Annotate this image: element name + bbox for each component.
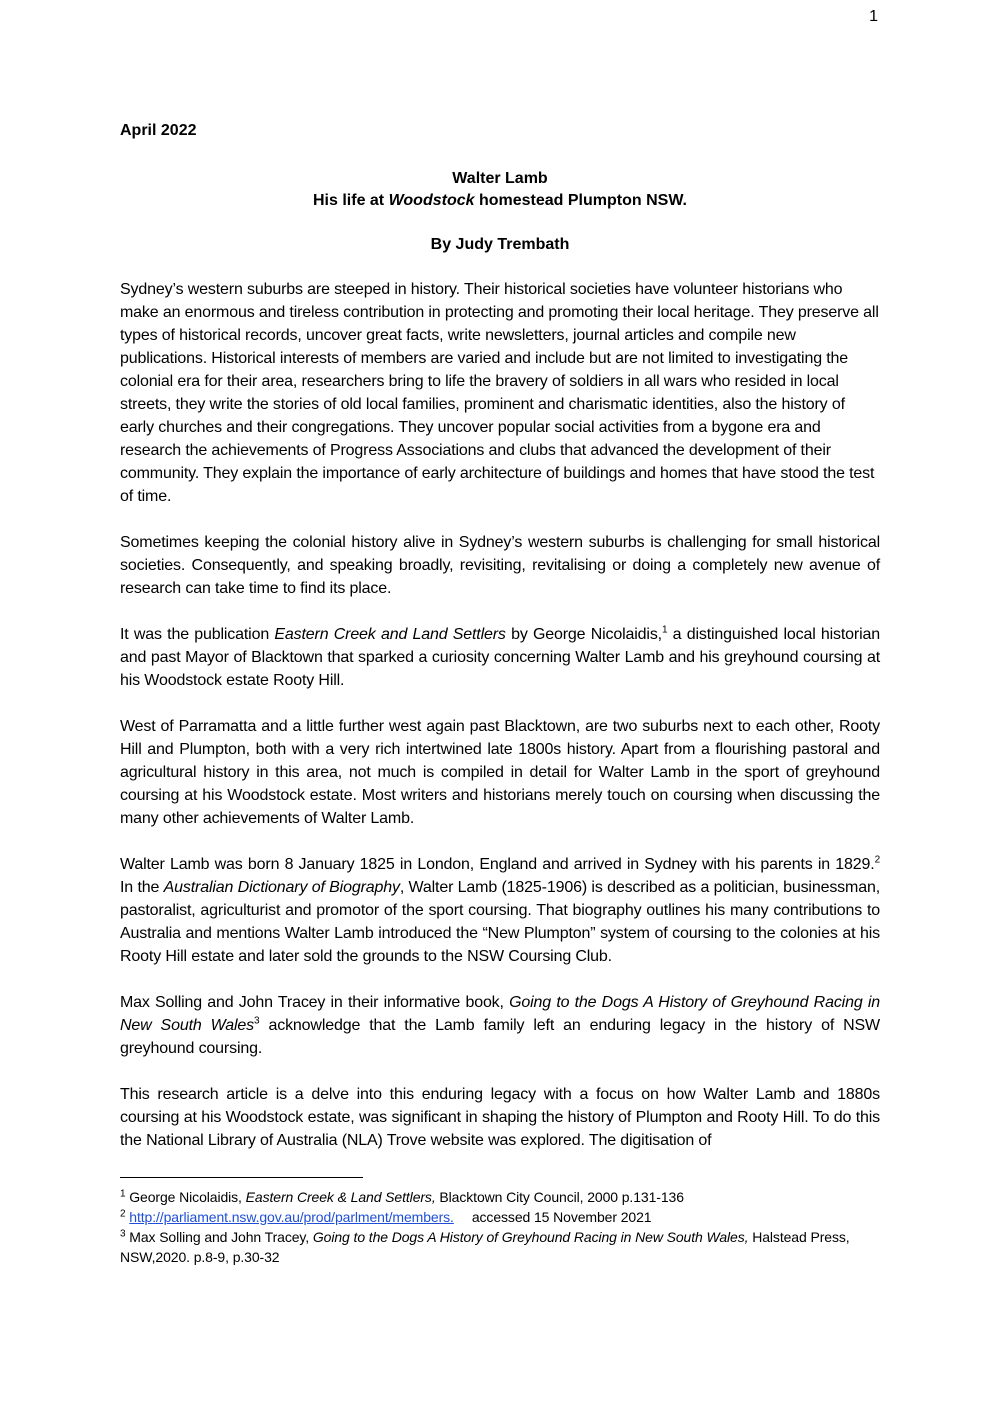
paragraph-7: This research article is a delve into this enduring legacy with a focus on how Walter Lamb and 1880s coursing at his Woodstock estate, was significant in shaping the history of Plumpton and Rooty Hill. To do this the National Library of Australia (NLA) Trove website was explored. The digitisation of xyxy=(120,1086,880,1149)
footnote-1-text-b: Blacktown City Council, 2000 p.131-136 xyxy=(435,1189,684,1205)
footnote-1-number: 1 xyxy=(120,1188,126,1200)
footnote-ref-1[interactable]: 1 xyxy=(661,624,668,636)
footnote-3 xyxy=(120,1227,880,1267)
title-line-1: Walter Lamb xyxy=(452,170,548,187)
paragraph-5 xyxy=(120,853,880,968)
footnote-ref-2[interactable]: 2 xyxy=(874,854,880,866)
paragraph-5-text-c: , Walter Lamb (1825-1906) is described as a politician, businessman, pastoralist, agriculturist and promotor of the sport coursing. That biography outlines his many contributions to Australia and mentions Walter Lamb introduced the “New Plumpton” system of coursing to the colonies at his Rooty Hill estate and later sold the grounds to the NSW Coursing Club. xyxy=(120,879,880,965)
paragraph-5-text-b: In the xyxy=(120,879,164,896)
footnote-ref-3[interactable]: 3 xyxy=(254,1015,260,1027)
paragraph-1: Sydney’s western suburbs are steeped in history. Their historical societies have volunteer historians who make an enormous and tireless contribution in protecting and promoting their local heritage. They preserve all types of historical records, uncover great facts, write newsletters, journal articles and compile new publications. Historical interests of members are varied and include but are not limited to investigating the colonial era for their area, researchers bring to life the bravery of soldiers in all wars who resided in local streets, they write the stories of old local families, prominent and charismatic identities, also the history of early churches and their congregations. They uncover popular social activities from a bygone era and research the achievements of Progress Associations and clubs that advanced the development of their community. They explain the importance of early architecture of buildings and homes that have stood the test of time. xyxy=(120,281,879,505)
footnote-3-text-b: Halstead Press, NSW,2020. p.8-9, p.30-32 xyxy=(120,1229,850,1265)
footnote-separator xyxy=(120,1177,363,1178)
paragraph-6-book-title: Going to the Dogs A History of Greyhound Racing in New South Wales xyxy=(120,994,880,1034)
paragraph-6 xyxy=(120,991,880,1060)
title-block xyxy=(120,168,880,256)
paragraph-3-text-a: It was the publication xyxy=(120,626,275,643)
footnote-1-text-a: George Nicolaidis, xyxy=(125,1189,246,1205)
paragraph-5-text-a: Walter Lamb was born 8 January 1825 in London, England and arrived in Sydney with his parents in 1829. xyxy=(120,856,875,873)
paragraph-3-text-b: by George Nicolaidis, xyxy=(505,626,662,643)
paragraph-3 xyxy=(120,623,880,692)
paragraph-6-text-b: acknowledge that the Lamb family left an enduring legacy in the history of NSW greyhound coursing. xyxy=(120,1017,880,1057)
footnotes xyxy=(120,1187,880,1267)
footnote-2-text: accessed 15 November 2021 xyxy=(471,1209,652,1225)
footnote-1 xyxy=(120,1187,880,1207)
paragraph-3-text-c: a distinguished local historian and past Mayor of Blacktown that sparked a curiosity concerning Walter Lamb and his greyhound coursing at his Woodstock estate Rooty Hill. xyxy=(120,626,881,689)
paragraph-4: West of Parramatta and a little further west again past Blacktown, are two suburbs next to each other, Rooty Hill and Plumpton, both with a very rich intertwined late 1800s history. Apart from a flourishing pastoral and agricultural history in this area, not much is compiled in detail for Walter Lamb in the sport of greyhound coursing at his Woodstock estate. Most writers and historians merely touch on coursing when discussing the many other achievements of Walter Lamb. xyxy=(120,718,880,827)
title-line-2-italic: Woodstock xyxy=(388,192,475,209)
paragraph-5-italic: Australian Dictionary of Biography xyxy=(163,879,400,896)
byline: By Judy Trembath xyxy=(430,236,570,253)
footnote-2 xyxy=(120,1207,880,1227)
article-body xyxy=(120,278,880,1175)
paragraph-6-text-a: Max Solling and John Tracey in their informative book, xyxy=(120,994,510,1011)
title-line-2-pre: His life at xyxy=(313,192,389,209)
footnote-3-number: 3 xyxy=(120,1228,126,1240)
footnote-3-text-a: Max Solling and John Tracey, xyxy=(125,1229,313,1245)
footnote-3-italic: Going to the Dogs A History of Greyhound Racing in New South Wales, xyxy=(312,1229,749,1245)
paragraph-3-book-title: Eastern Creek and Land Settlers xyxy=(274,626,506,643)
page-number: 1 xyxy=(869,8,878,25)
document-date: April 2022 xyxy=(120,122,197,139)
footnote-1-italic: Eastern Creek & Land Settlers, xyxy=(245,1189,436,1205)
footnote-2-number: 2 xyxy=(120,1208,126,1220)
title-line-2-post: homestead Plumpton NSW. xyxy=(474,192,687,209)
footnote-2-link[interactable]: http://parliament.nsw.gov.au/prod/parlment/members. xyxy=(129,1209,454,1225)
paragraph-2: Sometimes keeping the colonial history alive in Sydney’s western suburbs is challenging for small historical societies. Consequently, and speaking broadly, revisiting, revitalising or doing a completely new avenue of research can take time to find its place. xyxy=(120,534,880,597)
title-line-2 xyxy=(120,190,880,212)
